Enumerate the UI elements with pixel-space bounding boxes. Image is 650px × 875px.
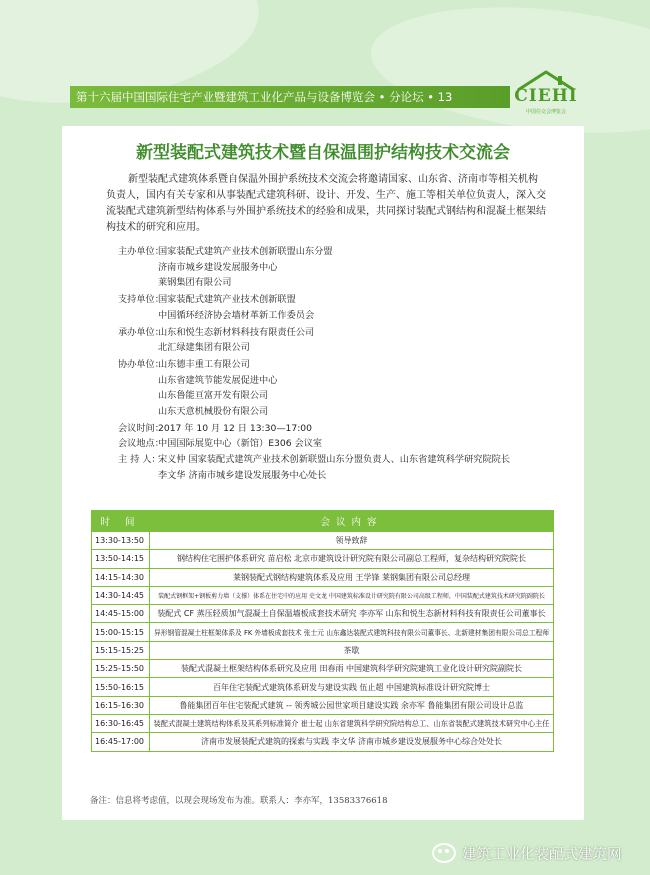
schedule-content: 百年住宅装配式建筑体系研发与建设实践 伍止超 中国建筑标准设计研究院博士 [150, 678, 554, 696]
schedule-content: 钢结构住宅围护体系研究 苗启松 北京市建筑设计研究院有限公司副总工程师，复杂结构研究院院长 [150, 550, 554, 568]
schedule-time: 13:30-13:50 [92, 532, 150, 550]
support-name: 中国循环经济协会墙材革新工作委员会 [158, 309, 315, 321]
support-name: 国家装配式建筑产业技术创新联盟 [158, 294, 296, 306]
host-name: 济南市城乡建设发展服务中心 [158, 261, 278, 273]
meeting-time: 2017 年 10 月 12 日 13:30—17:00 [158, 422, 312, 434]
column-header-time: 时 间 [92, 511, 150, 532]
schedule-time: 14:45-15:00 [92, 605, 150, 623]
schedule-time: 16:45-17:00 [92, 733, 150, 751]
schedule-content: 装配式 CF 蒸压轻质加气混凝土自保温墙板成套技术研究 李亦军 山东和悦生态新材料科技有限责任公司董事长 [150, 605, 554, 623]
schedule-content: 装配式钢框架+钢板剪力墙（支撑）体系在住宅中的应用 史文龙 中国建筑标准设计研究院有限公司高级工程师，中国装配式建筑技术研究院副院长 [150, 586, 554, 604]
schedule-row [92, 733, 554, 751]
co-organizer-name: 山东省建筑节能发展促进中心 [158, 374, 278, 386]
schedule-row [92, 696, 554, 714]
intro-paragraph: 新型装配式建筑体系暨自保温外围护系统技术交流会将邀请国家、山东省、济南市等相关机构负责人，国内有关专家和从事装配式建筑科研、设计、开发、生产、施工等相关单位负责人，深入交流装配式建筑新型结构体系与外围护系统技术的经验和成果，共同探讨装配式钢结构和混凝土框架结构技术的研究和应用。 [106, 174, 546, 233]
column-header-content: 会议内容 [150, 511, 554, 532]
schedule-row [92, 678, 554, 696]
content-card [62, 126, 584, 820]
schedule-time: 15:15-15:25 [92, 641, 150, 659]
schedule-content: 莱钢装配式钢结构建筑体系及应用 王学锋 莱钢集团有限公司总经理 [150, 568, 554, 586]
schedule-time: 16:15-16:30 [92, 696, 150, 714]
page-title: 新型装配式建筑技术暨自保温围护结构技术交流会 [136, 143, 510, 163]
organizer-name: 北汇绿建集团有限公司 [158, 342, 250, 354]
meeting-venue-label: 会议地点： [118, 438, 164, 450]
ciehi-logo [512, 68, 580, 120]
watermark [432, 840, 622, 866]
meeting-time-label: 会议时间： [118, 422, 164, 434]
schedule-row [92, 660, 554, 678]
contact-note: 备注：信息将考虑值，以现会现场发布为准。联系人：李亦军，13583376618 [90, 796, 388, 806]
logo-subtext: 中国住交会博览会 [525, 109, 566, 115]
chair-label: 主 持 人： [118, 454, 161, 466]
chat-bubble-icon [432, 843, 456, 863]
schedule-row [92, 532, 554, 550]
chair-name: 李文华 济南市城乡建设发展服务中心处长 [158, 469, 327, 481]
host-name: 莱钢集团有限公司 [158, 277, 232, 289]
schedule-content: 济南市发展装配式建筑的探索与实践 李文华 济南市城乡建设发展服务中心综合处处长 [150, 733, 554, 751]
support-row [118, 292, 558, 308]
organizer-row [118, 325, 558, 341]
schedule-content: 异形钢管混凝土柱框架体系及 FK 外墙板成套技术 张士元 山东鑫达装配式建筑科技有限公司董事长、北新建材集团有限公司总工程师 [150, 623, 554, 641]
schedule-time: 16:30-16:45 [92, 714, 150, 732]
co-organizer-name: 山东德丰重工有限公司 [158, 358, 250, 370]
co-organizer-name: 山东鲁能亘富开发有限公司 [158, 390, 269, 402]
meeting-venue-row [118, 436, 558, 452]
chair-row [118, 452, 558, 468]
schedule-content: 鲁能集团百年住宅装配式建筑 -- 领秀城公园世家项目建设实践 余亦军 鲁能集团有限公司设计总监 [150, 696, 554, 714]
schedule-time: 14:30-14:45 [92, 586, 150, 604]
schedule-row [92, 714, 554, 732]
organizer-label: 承办单位： [118, 326, 164, 338]
schedule-content: 装配式混凝土建筑结构体系及其系列标准简介 崔士起 山东省建筑科学研究院结构总工、山东省装配式建筑技术研究中心主任 [150, 714, 554, 732]
schedule-row [92, 586, 554, 604]
schedule-time: 15:25-15:50 [92, 660, 150, 678]
co-organizer-label: 协办单位： [118, 358, 164, 370]
watermark-text: 建筑工业化装配式建筑网 [462, 846, 622, 863]
schedule-content: 茶歇 [150, 641, 554, 659]
meeting-venue: 中国国际展览中心（新馆）E306 会议室 [158, 438, 323, 450]
meeting-time-row [118, 421, 558, 437]
schedule-content: 装配式混凝土框架结构体系研究及应用 田春雨 中国建筑科学研究院建筑工业化设计研究院副院长 [150, 660, 554, 678]
support-label: 支持单位： [118, 294, 164, 306]
schedule-row [92, 568, 554, 586]
co-organizer-row [118, 357, 558, 373]
chair-name: 宋义仲 国家装配式建筑产业技术创新联盟山东分盟负责人、山东省建筑科学研究院院长 [158, 454, 511, 466]
schedule-table [91, 510, 554, 752]
host-row [118, 244, 558, 260]
co-organizer-name: 山东天意机械股份有限公司 [158, 406, 269, 418]
schedule-row [92, 550, 554, 568]
organizer-name: 山东和悦生态新材料科技有限责任公司 [158, 326, 315, 338]
host-name: 国家装配式建筑产业技术创新联盟山东分盟 [158, 246, 333, 257]
schedule-row [92, 605, 554, 623]
schedule-row [92, 623, 554, 641]
schedule-row [92, 641, 554, 659]
schedule-time: 14:15-14:30 [92, 568, 150, 586]
schedule-time: 13:50-14:15 [92, 550, 150, 568]
logo-text: CIEHI [514, 86, 578, 106]
schedule-time: 15:00-15:15 [92, 623, 150, 641]
header-banner-text: 第十六届中国国际住宅产业暨建筑工业化产品与设备博览会 • 分论坛 • 13 [76, 90, 453, 104]
schedule-time: 15:50-16:15 [92, 678, 150, 696]
organizer-info [118, 244, 558, 484]
host-label: 主办单位： [118, 246, 164, 257]
schedule-header-row [92, 511, 554, 532]
schedule-content: 领导致辞 [150, 532, 554, 550]
